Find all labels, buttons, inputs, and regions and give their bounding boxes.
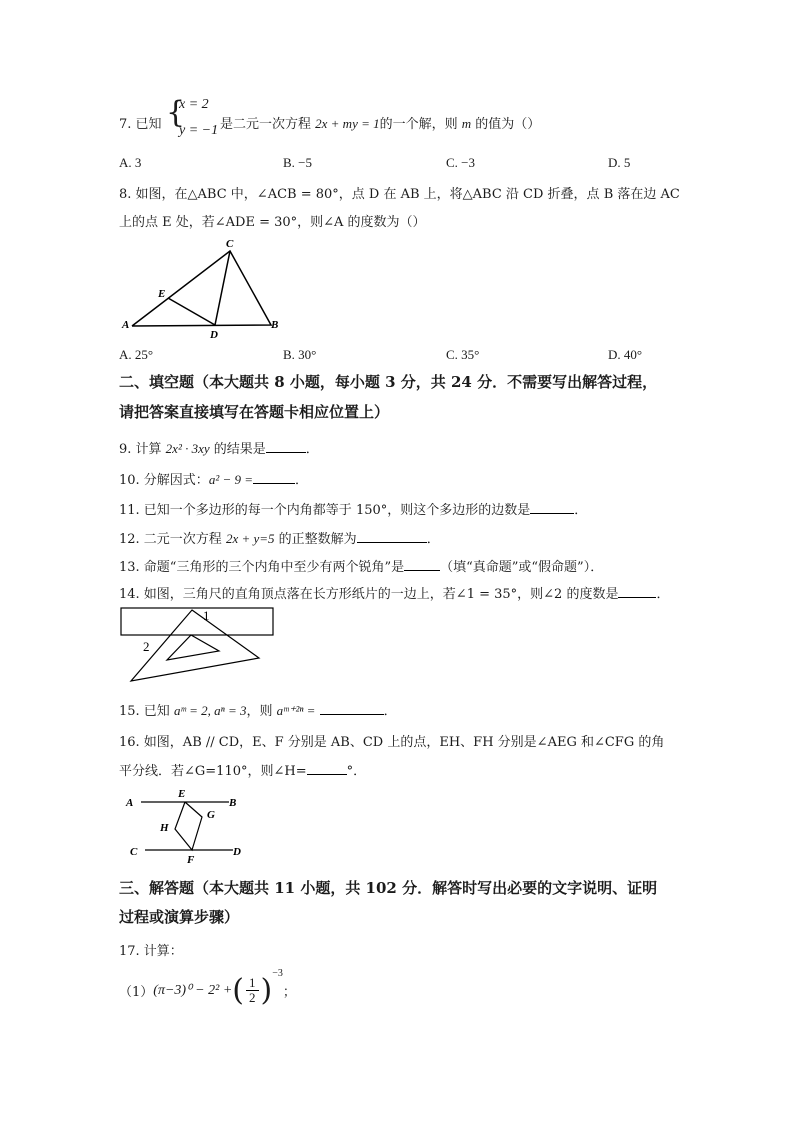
section2-heading-line1: 二、填空题（本大题共 8 小题，每小题 3 分，共 24 分．不需要写出解答过程，	[119, 373, 658, 391]
section3-heading-line2: 过程或演算步骤）	[119, 908, 240, 926]
q16-label-h: H	[160, 822, 169, 834]
q7-text1: 是二元一次方程	[220, 117, 316, 132]
q13-post: （填“真命题”或“假命题”）．	[440, 560, 604, 575]
section3-heading-line1: 三、解答题（本大题共 11 小题，共 102 分．解答时写出必要的文字说明、证明	[119, 879, 658, 897]
q12-post: 的正整数解为	[274, 532, 357, 547]
q16-label-c: C	[130, 846, 138, 858]
q13-text: 13. 命题“三角形的三个内角中至少有两个锐角”是	[119, 560, 405, 575]
q7-option-b: B. −5	[283, 155, 313, 170]
q8-label-a: A	[122, 319, 130, 331]
section2-heading-line2: 请把答案直接填写在答题卡相应位置上）	[119, 403, 390, 421]
q8-triangle-figure	[118, 234, 288, 344]
q16-label-d: D	[233, 846, 241, 858]
q7-brace: {	[166, 95, 186, 130]
q13	[119, 556, 603, 575]
q16-line1: 16. 如图，AB // CD，E、F 分别是 AB、CD 上的点，EH、FH 分别是∠AEG 和∠CFG 的角	[119, 735, 665, 750]
q17-left-paren: (	[232, 972, 244, 1008]
q14-label-1: 1	[203, 608, 210, 623]
q10-blank[interactable]	[253, 471, 295, 484]
q17-title: 17. 计算：	[119, 944, 183, 959]
q10	[119, 469, 308, 488]
q10-expr: a² − 9 =	[208, 472, 254, 487]
q7-eq1: x = 2	[179, 97, 209, 112]
q16-label-b: B	[229, 797, 237, 809]
q8-option-a: A. 25°	[119, 347, 154, 362]
q15-expr: aᵐ = 2, aⁿ = 3	[173, 703, 247, 718]
q13-blank[interactable]	[404, 558, 440, 571]
q11-end: ．	[574, 503, 588, 518]
q8-line2: 上的点 E 处，若∠ADE = 30°，则∠A 的度数为（）	[119, 215, 426, 230]
q17-end: ；	[282, 984, 296, 1000]
q8-option-d: D. 40°	[608, 347, 643, 362]
q7-text3: 的值为（）	[471, 117, 541, 132]
q10-end: ．	[295, 473, 309, 488]
q15-end: ．	[383, 704, 397, 719]
q8-label-d: D	[210, 329, 218, 341]
q14	[119, 583, 669, 602]
q14-label-2: 2	[143, 639, 150, 654]
q7-option-d: D. 5	[608, 155, 631, 170]
q12	[119, 528, 440, 547]
q15-blank[interactable]	[320, 702, 384, 715]
q16-label-g: G	[207, 809, 215, 821]
q12-pre: 12. 二元一次方程	[119, 532, 226, 547]
q11-text: 11. 已知一个多边形的每一个内角都等于 150°，则这个多边形的边数是	[119, 503, 531, 518]
q12-expr: 2x + y=5	[225, 531, 275, 546]
q8-option-b: B. 30°	[283, 347, 317, 362]
q7-text2: 的一个解，则	[379, 117, 462, 132]
q15-mid: ，则	[246, 704, 277, 719]
q17-fraction	[246, 976, 259, 1005]
q11	[119, 499, 587, 518]
q14-end: ．	[656, 587, 670, 602]
q16-line2b: °．	[346, 764, 367, 779]
q9-end: ．	[305, 442, 319, 457]
q12-blank[interactable]	[357, 530, 427, 543]
q16-line2	[119, 760, 366, 779]
q15-expr2: aᵐ⁺²ⁿ =	[276, 703, 316, 718]
q16-figure	[123, 787, 253, 867]
q14-text: 14. 如图，三角尺的直角顶点落在长方形纸片的一边上，若∠1 = 35°，则∠2 的度数是	[119, 587, 619, 602]
q16-line2a: 平分线．若∠G=110°，则∠H=	[119, 764, 307, 779]
q12-end: ．	[426, 532, 440, 547]
q8-label-b: B	[271, 319, 279, 331]
q17-exponent: −3	[272, 968, 283, 979]
q17-right-paren: )	[260, 972, 273, 1008]
q14-figure	[119, 606, 279, 686]
q15	[119, 700, 397, 719]
q17-part1-label: （1）	[119, 984, 154, 1000]
q10-pre: 10. 分解因式：	[119, 473, 209, 488]
q9-expr: 2x² · 3xy	[165, 441, 210, 456]
q8-label-e: E	[158, 288, 166, 300]
q11-blank[interactable]	[530, 501, 574, 514]
q14-blank[interactable]	[618, 585, 656, 598]
q15-pre: 15. 已知	[119, 704, 174, 719]
q16-label-a: A	[126, 797, 134, 809]
q8-option-c: C. 35°	[446, 347, 480, 362]
q7-prefix: 7. 已知	[119, 117, 162, 132]
q7-text	[220, 113, 540, 132]
q16-blank[interactable]	[307, 762, 347, 775]
q17-part1	[119, 968, 296, 1012]
q7-equation: 2x + my = 1	[315, 116, 380, 131]
q9-blank[interactable]	[266, 440, 306, 453]
q9-post: 的结果是	[209, 442, 266, 457]
q17-part1-expr: (π−3)⁰ − 2² +	[153, 982, 233, 998]
q7-option-c: C. −3	[446, 155, 476, 170]
q16-label-f: F	[187, 854, 195, 866]
q16-label-e: E	[178, 788, 186, 800]
q17-frac-num: 1	[246, 976, 259, 991]
q7-eq2: y = −1	[179, 123, 219, 138]
q8-label-c: C	[226, 238, 234, 250]
q7-var: m	[461, 116, 472, 131]
q9	[119, 438, 319, 457]
q17-frac-den: 2	[249, 989, 256, 1005]
q8-line1: 8. 如图，在△ABC 中，∠ACB = 80°，点 D 在 AB 上，将△ABC 沿 CD 折叠，点 B 落在边 AC	[119, 187, 680, 202]
q7-option-a: A. 3	[119, 155, 142, 170]
q9-pre: 9. 计算	[119, 442, 166, 457]
